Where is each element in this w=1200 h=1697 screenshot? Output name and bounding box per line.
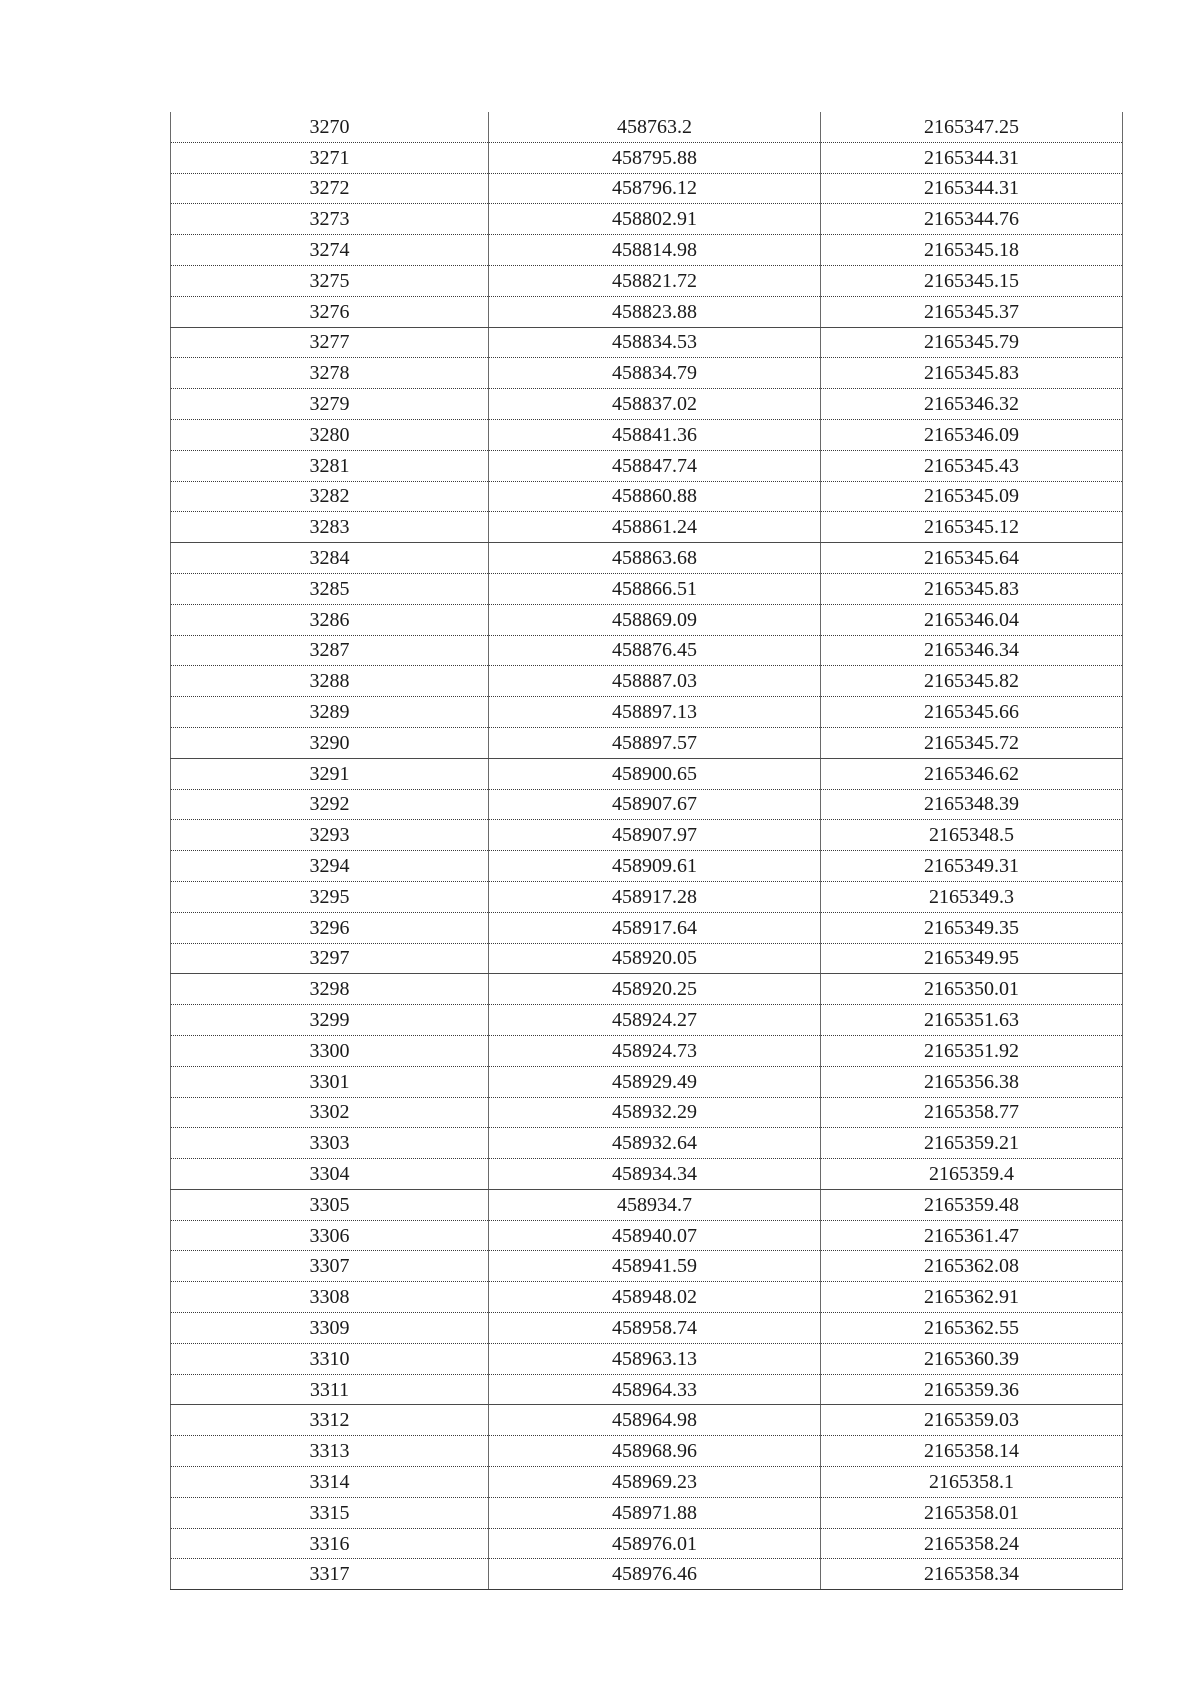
table-row: [171, 666, 1123, 697]
x-coordinate-cell: 458887.03: [489, 666, 821, 697]
x-coordinate-cell: 458847.74: [489, 450, 821, 481]
table-row: [171, 450, 1123, 481]
x-coordinate-cell: 458897.57: [489, 727, 821, 758]
point-number-cell: 3297: [171, 943, 489, 974]
x-coordinate-cell: 458963.13: [489, 1343, 821, 1374]
table-row: [171, 389, 1123, 420]
x-coordinate-cell: 458909.61: [489, 851, 821, 882]
table-row: [171, 1251, 1123, 1282]
x-coordinate-cell: 458969.23: [489, 1467, 821, 1498]
table-row: [171, 1343, 1123, 1374]
point-number-cell: 3304: [171, 1159, 489, 1190]
table-row: [171, 358, 1123, 389]
point-number-cell: 3308: [171, 1282, 489, 1313]
point-number-cell: 3284: [171, 543, 489, 574]
x-coordinate-cell: 458861.24: [489, 512, 821, 543]
x-coordinate-cell: 458796.12: [489, 173, 821, 204]
point-number-cell: 3315: [171, 1497, 489, 1528]
x-coordinate-cell: 458964.33: [489, 1374, 821, 1405]
x-coordinate-cell: 458900.65: [489, 758, 821, 789]
table-row: [171, 851, 1123, 882]
x-coordinate-cell: 458932.64: [489, 1128, 821, 1159]
x-coordinate-cell: 458968.96: [489, 1436, 821, 1467]
point-number-cell: 3289: [171, 697, 489, 728]
table-row: [171, 512, 1123, 543]
table-row: [171, 1282, 1123, 1313]
table-row: [171, 1159, 1123, 1190]
y-coordinate-cell: 2165345.15: [821, 265, 1123, 296]
point-number-cell: 3305: [171, 1189, 489, 1220]
x-coordinate-cell: 458958.74: [489, 1313, 821, 1344]
point-number-cell: 3270: [171, 112, 489, 142]
point-number-cell: 3309: [171, 1313, 489, 1344]
y-coordinate-cell: 2165346.32: [821, 389, 1123, 420]
table-row: [171, 1066, 1123, 1097]
y-coordinate-cell: 2165347.25: [821, 112, 1123, 142]
point-number-cell: 3282: [171, 481, 489, 512]
point-number-cell: 3291: [171, 758, 489, 789]
y-coordinate-cell: 2165358.14: [821, 1436, 1123, 1467]
y-coordinate-cell: 2165345.18: [821, 235, 1123, 266]
x-coordinate-cell: 458834.79: [489, 358, 821, 389]
y-coordinate-cell: 2165360.39: [821, 1343, 1123, 1374]
point-number-cell: 3312: [171, 1405, 489, 1436]
x-coordinate-cell: 458941.59: [489, 1251, 821, 1282]
y-coordinate-cell: 2165358.1: [821, 1467, 1123, 1498]
table-row: [171, 235, 1123, 266]
point-number-cell: 3280: [171, 419, 489, 450]
table-row: [171, 1497, 1123, 1528]
y-coordinate-cell: 2165345.66: [821, 697, 1123, 728]
y-coordinate-cell: 2165345.43: [821, 450, 1123, 481]
y-coordinate-cell: 2165351.63: [821, 1005, 1123, 1036]
y-coordinate-cell: 2165358.01: [821, 1497, 1123, 1528]
point-number-cell: 3310: [171, 1343, 489, 1374]
table-row: [171, 1405, 1123, 1436]
table-row: [171, 573, 1123, 604]
y-coordinate-cell: 2165345.37: [821, 296, 1123, 327]
y-coordinate-cell: 2165351.92: [821, 1035, 1123, 1066]
table-row: [171, 296, 1123, 327]
x-coordinate-cell: 458866.51: [489, 573, 821, 604]
point-number-cell: 3314: [171, 1467, 489, 1498]
y-coordinate-cell: 2165358.24: [821, 1528, 1123, 1559]
x-coordinate-cell: 458924.27: [489, 1005, 821, 1036]
table-row: [171, 604, 1123, 635]
x-coordinate-cell: 458929.49: [489, 1066, 821, 1097]
table-row: [171, 1189, 1123, 1220]
x-coordinate-cell: 458934.7: [489, 1189, 821, 1220]
x-coordinate-cell: 458917.64: [489, 912, 821, 943]
y-coordinate-cell: 2165359.03: [821, 1405, 1123, 1436]
point-number-cell: 3296: [171, 912, 489, 943]
table-row: [171, 543, 1123, 574]
point-number-cell: 3276: [171, 296, 489, 327]
y-coordinate-cell: 2165359.21: [821, 1128, 1123, 1159]
table-row: [171, 1528, 1123, 1559]
coordinate-table: [170, 112, 1123, 1590]
y-coordinate-cell: 2165359.4: [821, 1159, 1123, 1190]
table-row: [171, 327, 1123, 358]
point-number-cell: 3298: [171, 974, 489, 1005]
point-number-cell: 3285: [171, 573, 489, 604]
y-coordinate-cell: 2165349.95: [821, 943, 1123, 974]
y-coordinate-cell: 2165349.35: [821, 912, 1123, 943]
table-row: [171, 635, 1123, 666]
table-row: [171, 1128, 1123, 1159]
y-coordinate-cell: 2165362.08: [821, 1251, 1123, 1282]
point-number-cell: 3283: [171, 512, 489, 543]
table-row: [171, 419, 1123, 450]
point-number-cell: 3294: [171, 851, 489, 882]
point-number-cell: 3292: [171, 789, 489, 820]
point-number-cell: 3311: [171, 1374, 489, 1405]
x-coordinate-cell: 458964.98: [489, 1405, 821, 1436]
y-coordinate-cell: 2165349.3: [821, 881, 1123, 912]
x-coordinate-cell: 458814.98: [489, 235, 821, 266]
point-number-cell: 3313: [171, 1436, 489, 1467]
table-row: [171, 1313, 1123, 1344]
y-coordinate-cell: 2165346.04: [821, 604, 1123, 635]
table-row: [171, 943, 1123, 974]
table-row: [171, 142, 1123, 173]
table-row: [171, 789, 1123, 820]
x-coordinate-cell: 458795.88: [489, 142, 821, 173]
x-coordinate-cell: 458907.67: [489, 789, 821, 820]
table-row: [171, 820, 1123, 851]
y-coordinate-cell: 2165345.64: [821, 543, 1123, 574]
point-number-cell: 3288: [171, 666, 489, 697]
point-number-cell: 3293: [171, 820, 489, 851]
x-coordinate-cell: 458834.53: [489, 327, 821, 358]
y-coordinate-cell: 2165345.83: [821, 573, 1123, 604]
y-coordinate-cell: 2165359.48: [821, 1189, 1123, 1220]
coordinate-table-body: [171, 112, 1123, 1590]
x-coordinate-cell: 458860.88: [489, 481, 821, 512]
table-row: [171, 112, 1123, 142]
point-number-cell: 3317: [171, 1559, 489, 1590]
point-number-cell: 3306: [171, 1220, 489, 1251]
x-coordinate-cell: 458920.25: [489, 974, 821, 1005]
table-row: [171, 1467, 1123, 1498]
point-number-cell: 3287: [171, 635, 489, 666]
x-coordinate-cell: 458934.34: [489, 1159, 821, 1190]
table-row: [171, 1035, 1123, 1066]
y-coordinate-cell: 2165345.79: [821, 327, 1123, 358]
point-number-cell: 3290: [171, 727, 489, 758]
table-row: [171, 204, 1123, 235]
point-number-cell: 3316: [171, 1528, 489, 1559]
table-row: [171, 1005, 1123, 1036]
point-number-cell: 3307: [171, 1251, 489, 1282]
x-coordinate-cell: 458932.29: [489, 1097, 821, 1128]
y-coordinate-cell: 2165345.82: [821, 666, 1123, 697]
table-row: [171, 912, 1123, 943]
point-number-cell: 3303: [171, 1128, 489, 1159]
x-coordinate-cell: 458971.88: [489, 1497, 821, 1528]
y-coordinate-cell: 2165345.72: [821, 727, 1123, 758]
table-row: [171, 265, 1123, 296]
table-row: [171, 1436, 1123, 1467]
y-coordinate-cell: 2165348.39: [821, 789, 1123, 820]
y-coordinate-cell: 2165362.91: [821, 1282, 1123, 1313]
x-coordinate-cell: 458920.05: [489, 943, 821, 974]
point-number-cell: 3277: [171, 327, 489, 358]
point-number-cell: 3275: [171, 265, 489, 296]
y-coordinate-cell: 2165345.83: [821, 358, 1123, 389]
table-row: [171, 1374, 1123, 1405]
y-coordinate-cell: 2165344.76: [821, 204, 1123, 235]
table-row: [171, 1097, 1123, 1128]
x-coordinate-cell: 458876.45: [489, 635, 821, 666]
y-coordinate-cell: 2165346.34: [821, 635, 1123, 666]
table-row: [171, 1220, 1123, 1251]
y-coordinate-cell: 2165346.62: [821, 758, 1123, 789]
table-row: [171, 881, 1123, 912]
x-coordinate-cell: 458976.01: [489, 1528, 821, 1559]
y-coordinate-cell: 2165358.77: [821, 1097, 1123, 1128]
y-coordinate-cell: 2165361.47: [821, 1220, 1123, 1251]
x-coordinate-cell: 458917.28: [489, 881, 821, 912]
y-coordinate-cell: 2165345.09: [821, 481, 1123, 512]
table-row: [171, 727, 1123, 758]
point-number-cell: 3286: [171, 604, 489, 635]
y-coordinate-cell: 2165362.55: [821, 1313, 1123, 1344]
table-row: [171, 1559, 1123, 1590]
point-number-cell: 3281: [171, 450, 489, 481]
point-number-cell: 3278: [171, 358, 489, 389]
x-coordinate-cell: 458976.46: [489, 1559, 821, 1590]
y-coordinate-cell: 2165356.38: [821, 1066, 1123, 1097]
y-coordinate-cell: 2165359.36: [821, 1374, 1123, 1405]
x-coordinate-cell: 458821.72: [489, 265, 821, 296]
y-coordinate-cell: 2165348.5: [821, 820, 1123, 851]
y-coordinate-cell: 2165350.01: [821, 974, 1123, 1005]
point-number-cell: 3273: [171, 204, 489, 235]
point-number-cell: 3274: [171, 235, 489, 266]
table-row: [171, 697, 1123, 728]
x-coordinate-cell: 458841.36: [489, 419, 821, 450]
x-coordinate-cell: 458823.88: [489, 296, 821, 327]
x-coordinate-cell: 458837.02: [489, 389, 821, 420]
y-coordinate-cell: 2165345.12: [821, 512, 1123, 543]
x-coordinate-cell: 458869.09: [489, 604, 821, 635]
y-coordinate-cell: 2165344.31: [821, 173, 1123, 204]
x-coordinate-cell: 458763.2: [489, 112, 821, 142]
x-coordinate-cell: 458924.73: [489, 1035, 821, 1066]
x-coordinate-cell: 458863.68: [489, 543, 821, 574]
point-number-cell: 3295: [171, 881, 489, 912]
y-coordinate-cell: 2165349.31: [821, 851, 1123, 882]
point-number-cell: 3299: [171, 1005, 489, 1036]
y-coordinate-cell: 2165344.31: [821, 142, 1123, 173]
table-row: [171, 481, 1123, 512]
point-number-cell: 3302: [171, 1097, 489, 1128]
table-row: [171, 758, 1123, 789]
x-coordinate-cell: 458940.07: [489, 1220, 821, 1251]
y-coordinate-cell: 2165358.34: [821, 1559, 1123, 1590]
point-number-cell: 3271: [171, 142, 489, 173]
x-coordinate-cell: 458802.91: [489, 204, 821, 235]
point-number-cell: 3279: [171, 389, 489, 420]
x-coordinate-cell: 458948.02: [489, 1282, 821, 1313]
table-row: [171, 173, 1123, 204]
table-row: [171, 974, 1123, 1005]
point-number-cell: 3300: [171, 1035, 489, 1066]
y-coordinate-cell: 2165346.09: [821, 419, 1123, 450]
point-number-cell: 3301: [171, 1066, 489, 1097]
point-number-cell: 3272: [171, 173, 489, 204]
x-coordinate-cell: 458907.97: [489, 820, 821, 851]
x-coordinate-cell: 458897.13: [489, 697, 821, 728]
